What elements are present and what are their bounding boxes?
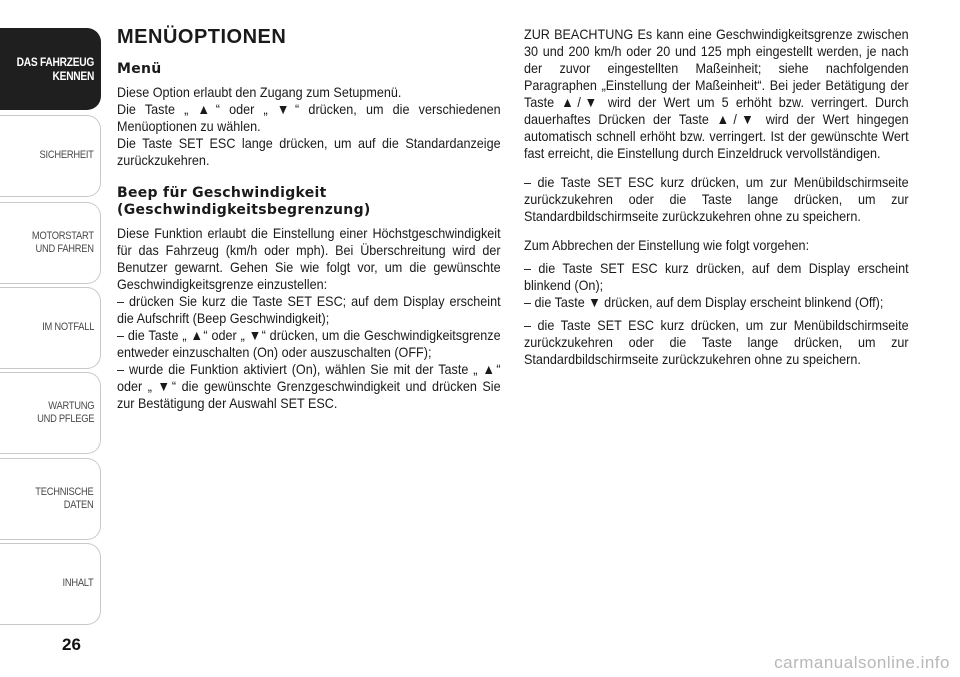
tab-motorstart-und-fahren[interactable]	[0, 202, 101, 284]
tab-label: IM NOTFALL	[41, 321, 94, 334]
paragraph: – wurde die Funktion aktiviert (On), wählen Sie mit der Taste „ ▲“ oder „ ▼“ die gewünschte Grenzgeschwindigkeit und drücken Sie zur Bestätigung der Auswahl SET ESC.	[117, 361, 501, 411]
left-column	[117, 26, 501, 412]
paragraph: – die Taste SET ESC kurz drücken, um zur Menübildschirmseite zurückzukehren oder die Taste lange drücken, um zur Standardbildschirmseite zurückzukehren ohne zu speichern.	[524, 174, 909, 224]
paragraph: – die Taste „ ▲“ oder „ ▼“ drücken, um die Geschwindigkeitsgrenze entweder einzuschalten (On) oder auszuschalten (OFF);	[117, 327, 501, 360]
tab-label: MOTORSTART UND FAHREN	[32, 229, 94, 255]
paragraph: Zum Abbrechen der Einstellung wie folgt vorgehen:	[524, 237, 810, 253]
page-number: 26	[62, 635, 81, 654]
paragraph: – drücken Sie kurz die Taste SET ESC; auf dem Display erscheint die Aufschrift (Beep Geschwindigkeit);	[117, 293, 501, 326]
paragraph: Diese Option erlaubt den Zugang zum Setupmenü.	[117, 84, 402, 100]
tab-das-fahrzeug-kennen[interactable]	[0, 28, 101, 110]
page-title: MENÜOPTIONEN	[117, 26, 287, 48]
tab-sicherheit[interactable]	[0, 115, 101, 197]
watermark: carmanualsonline.info	[774, 653, 950, 672]
paragraph-note: ZUR BEACHTUNG Es kann eine Geschwindigkeitsgrenze zwischen 30 und 200 km/h oder 20 und 125 mph eingestellt werden, je nach der zuvor eingestellten Maßeinheit; siehe nachfolgenden Paragraphen „Einstellung der Maßeinheit“. Bei jeder Betätigung der Taste ▲/▼ wird der Wert um 5 erhöht bzw. verringert. Durch dauerhaftes Drücken der Taste ▲/▼ wird der Wert hingegen automatisch schnell erhöht bzw. verringert. Ist der gewünschte Wert fast erreicht, die Einstellung durch Einzeldruck vervollständigen.	[524, 26, 909, 161]
paragraph: – die Taste ▼ drücken, auf dem Display erscheint blinkend (Off);	[524, 294, 884, 310]
paragraph: – die Taste SET ESC kurz drücken, auf dem Display erscheint blinkend (On);	[524, 260, 909, 293]
right-column	[524, 26, 909, 368]
paragraph: – die Taste SET ESC kurz drücken, um zur Menübildschirmseite zurückzukehren oder die Taste lange drücken, um zur Standardbildschirmseite zurückzukehren ohne zu speichern.	[524, 317, 909, 367]
tab-label: TECHNISCHE DATEN	[35, 485, 94, 511]
tab-label: WARTUNG UND PFLEGE	[36, 399, 94, 425]
section-heading-beep: Beep für Geschwindigkeit	[117, 185, 327, 201]
section-heading-menu: Menü	[117, 61, 162, 77]
section-heading-beep-sub: (Geschwindigkeitsbegrenzung)	[117, 202, 371, 218]
paragraph: Die Taste SET ESC lange drücken, um auf die Standardanzeige zurückzukehren.	[117, 135, 501, 168]
tab-technische-daten[interactable]	[0, 458, 101, 540]
tab-label: INHALT	[62, 577, 94, 590]
paragraph: Die Taste „ ▲“ oder „ ▼“ drücken, um die verschiedenen Menüoptionen zu wählen.	[117, 101, 501, 134]
paragraph: Diese Funktion erlaubt die Einstellung einer Höchstgeschwindigkeit für das Fahrzeug (km/h oder mph). Bei Überschreitung wird der Benutzer gewarnt. Gehen Sie wie folgt vor, um die gewünschte Geschwindigkeitsgrenze einzustellen:	[117, 225, 501, 292]
tab-im-notfall[interactable]	[0, 287, 101, 369]
tab-wartung-und-pflege[interactable]	[0, 372, 101, 454]
tab-inhalt[interactable]	[0, 543, 101, 625]
tab-label: SICHERHEIT	[39, 149, 94, 162]
tab-label: DAS FAHRZEUG KENNEN	[16, 54, 94, 83]
